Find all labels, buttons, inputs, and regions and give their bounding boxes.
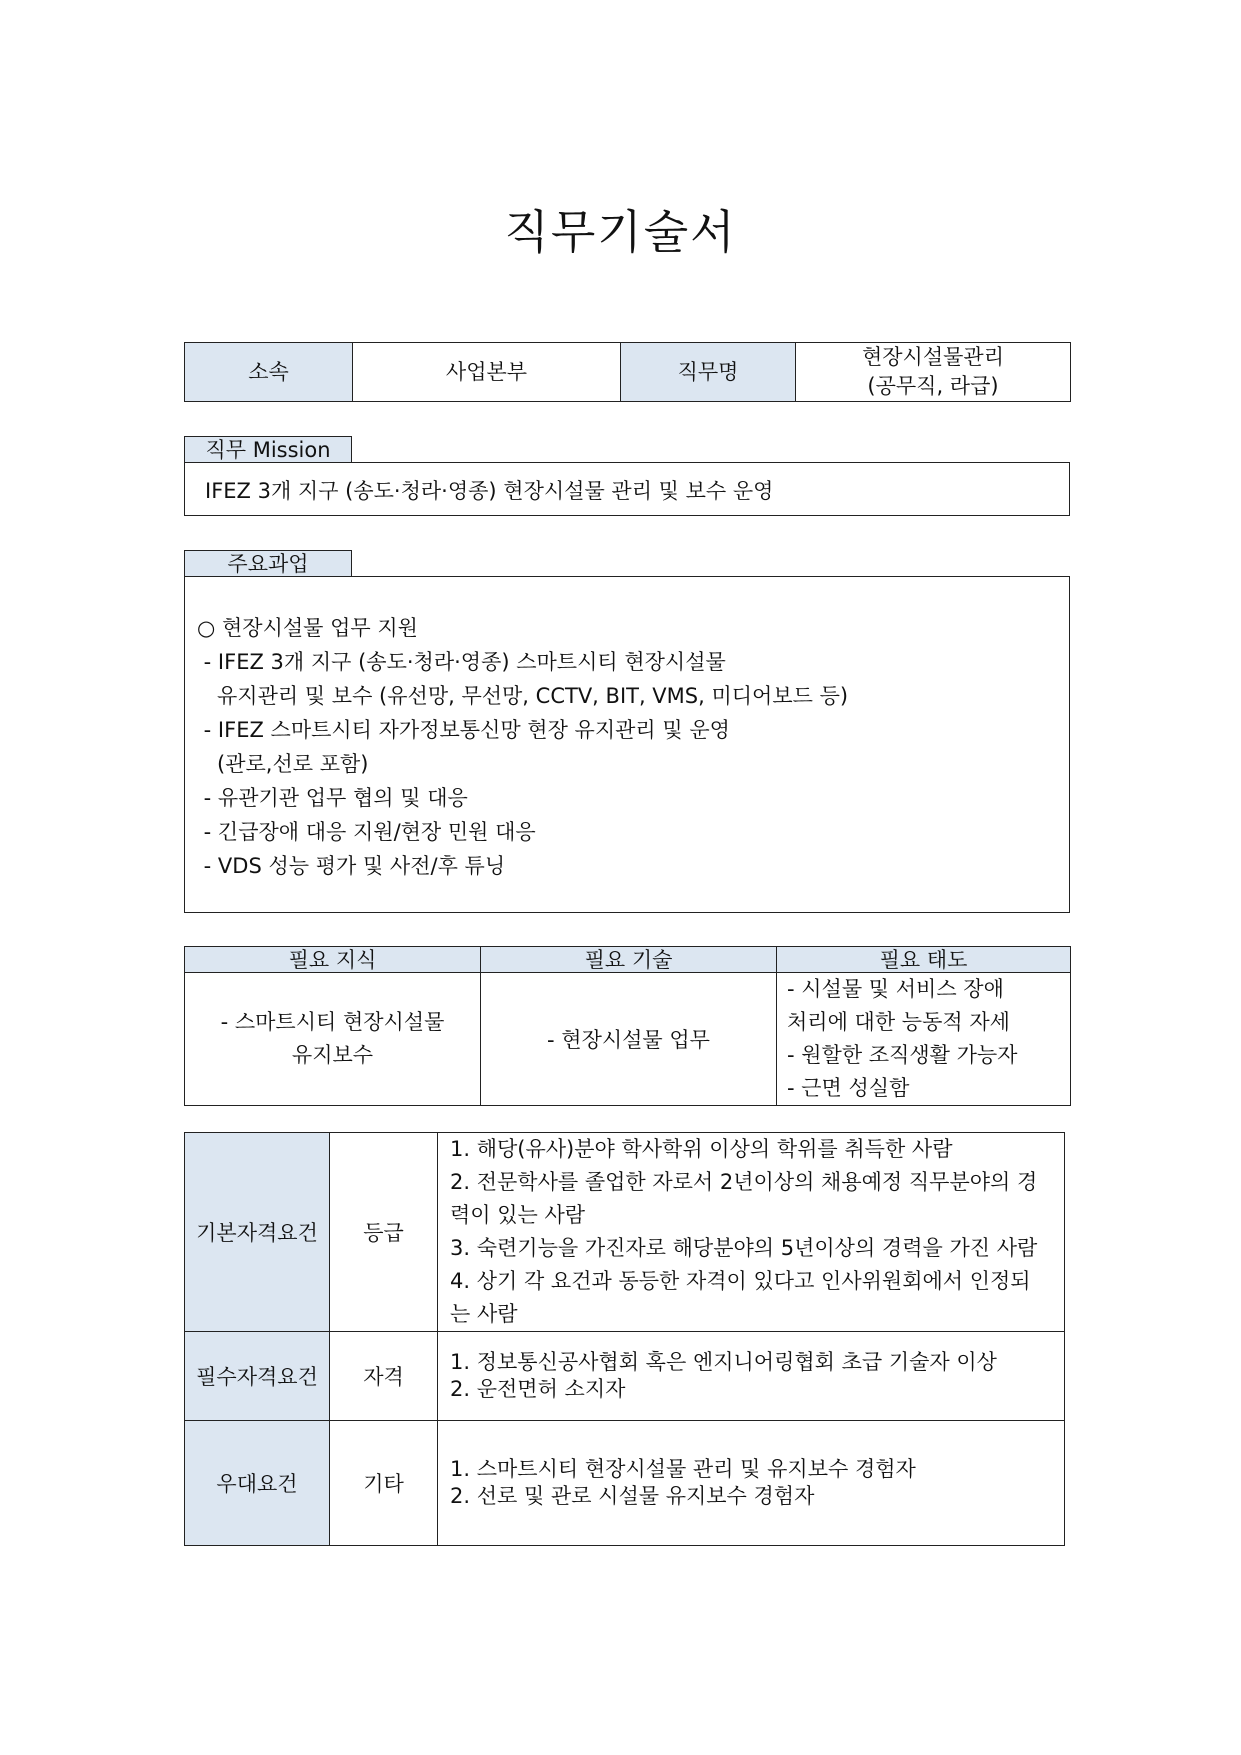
task-line: - IFEZ 3개 지구 (송도·청라·영종) 스마트시티 현장시설물 [197, 650, 726, 674]
task-line: - IFEZ 스마트시티 자가정보통신망 현장 유지관리 및 운영 [197, 718, 730, 742]
qualification-type: 등급 [330, 1133, 438, 1332]
basic-qualification-label: 기본자격요건 [185, 1133, 330, 1332]
tasks-label: 주요과업 [184, 550, 352, 576]
attitude-cell [777, 973, 1071, 1106]
qualification-details [438, 1421, 1065, 1546]
mission-text: IFEZ 3개 지구 (송도·청라·영종) 현장시설물 관리 및 보수 운영 [205, 479, 774, 503]
qualification-line: 1. 해당(유사)분야 학사학위 이상의 학위를 취득한 사람 [450, 1137, 953, 1161]
job-title-label: 직무명 [621, 343, 796, 402]
qualification-type: 기타 [330, 1421, 438, 1546]
attitude-line: 처리에 대한 능동적 자세 [787, 1010, 1010, 1034]
affiliation-label: 소속 [185, 343, 353, 402]
qualification-type: 자격 [330, 1332, 438, 1421]
qualification-line: 는 사람 [450, 1302, 518, 1326]
affiliation-value: 사업본부 [353, 343, 621, 402]
task-line: - 긴급장애 대응 지원/현장 민원 대응 [197, 820, 536, 844]
knowledge-line: - 스마트시티 현장시설물 [220, 1010, 445, 1034]
skill-cell [481, 973, 777, 1106]
attitude-line: - 원할한 조직생활 가능자 [787, 1043, 1018, 1067]
qualification-line: 2. 운전면허 소지자 [450, 1377, 626, 1401]
knowledge-line: 유지보수 [291, 1043, 374, 1067]
task-line: ○ 현장시설물 업무 지원 [197, 616, 418, 640]
qualification-line: 2. 전문학사를 졸업한 자로서 2년이상의 채용예정 직무분야의 경 [450, 1170, 1038, 1194]
job-title-value [796, 343, 1071, 402]
qualification-details [438, 1332, 1065, 1421]
skill-text: - 현장시설물 업무 [547, 1028, 710, 1052]
qualification-details [438, 1133, 1065, 1332]
tasks-box [184, 576, 1070, 913]
knowledge-header: 필요 지식 [185, 947, 481, 973]
task-line: - VDS 성능 평가 및 사전/후 튜닝 [197, 854, 506, 878]
task-line: (관로,선로 포함) [197, 752, 369, 776]
qualification-line: 1. 정보통신공사협회 혹은 엔지니어링협회 초급 기술자 이상 [450, 1350, 997, 1374]
required-qualification-label: 필수자격요건 [185, 1332, 330, 1421]
knowledge-cell [185, 973, 481, 1106]
task-line: 유지관리 및 보수 (유선망, 무선망, CCTV, BIT, VMS, 미디어보드 등) [197, 684, 849, 708]
page-title: 직무기술서 [504, 205, 737, 259]
task-line: - 유관기관 업무 협의 및 대응 [197, 786, 468, 810]
preferred-qualification-label: 우대요건 [185, 1421, 330, 1546]
ksa-table [184, 946, 1071, 1106]
attitude-line: - 시설물 및 서비스 장애 [787, 977, 1004, 1001]
qualification-line: 3. 숙련기능을 가진자로 해당분야의 5년이상의 경력을 가진 사람 [450, 1236, 1038, 1260]
qualification-line: 1. 스마트시티 현장시설물 관리 및 유지보수 경험자 [450, 1457, 916, 1481]
job-title-line2: (공무직, 라급) [867, 374, 999, 398]
qualification-line: 4. 상기 각 요건과 동등한 자격이 있다고 인사위원회에서 인정되 [450, 1269, 1031, 1293]
attitude-header: 필요 태도 [777, 947, 1071, 973]
job-info-table [184, 342, 1071, 402]
skill-header: 필요 기술 [481, 947, 777, 973]
qualifications-table [184, 1132, 1065, 1546]
qualification-line: 력이 있는 사람 [450, 1203, 586, 1227]
job-title-line1: 현장시설물관리 [861, 345, 1004, 369]
mission-label: 직무 Mission [184, 436, 352, 462]
mission-box [184, 462, 1070, 516]
attitude-line: - 근면 성실함 [787, 1076, 910, 1100]
qualification-line: 2. 선로 및 관로 시설물 유지보수 경험자 [450, 1484, 815, 1508]
